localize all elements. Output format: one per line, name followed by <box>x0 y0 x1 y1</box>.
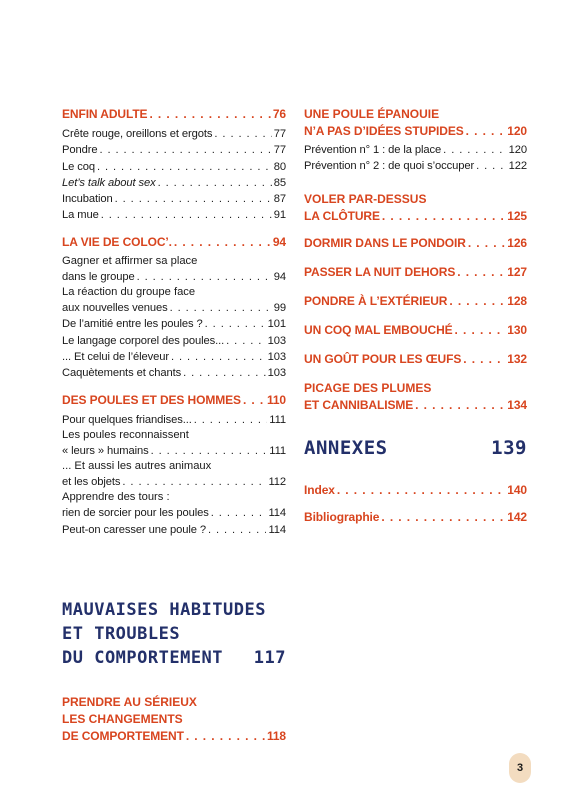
entry-title: Pondre <box>62 144 98 157</box>
entry-title: Bibliographie <box>304 509 380 524</box>
entry-title-line: La réaction du groupe face <box>62 286 196 299</box>
chapter-title-line: DE COMPORTEMENT <box>62 729 184 743</box>
page-number: 91 <box>273 209 286 222</box>
page-number: 87 <box>273 193 286 206</box>
chapter-title: PASSER LA NUIT DEHORS <box>304 264 456 279</box>
page-number: 120 <box>508 144 527 156</box>
toc-entry[interactable] <box>62 316 286 332</box>
page-number: 99 <box>273 302 286 315</box>
toc-entry[interactable] <box>62 490 286 521</box>
toc-chapter-entry[interactable] <box>304 191 527 225</box>
entry-title-line: Les poules reconnaissent <box>62 428 189 441</box>
page-number: 126 <box>507 235 527 250</box>
toc-entry[interactable] <box>62 207 286 223</box>
entry-title: De l’amitié entre les poules ? <box>62 318 203 331</box>
entry-title: Index <box>304 482 335 497</box>
entry-title: La mue <box>62 209 99 222</box>
page-number: 77 <box>273 128 286 140</box>
toc-chapter-entry[interactable] <box>304 264 527 281</box>
page-number: 103 <box>267 367 286 380</box>
part-block-mauvaises-habitudes <box>62 598 286 745</box>
toc-chapter-entry[interactable] <box>304 322 527 339</box>
chapter-title-line: N’A PAS D’IDÉES STUPIDES <box>304 124 464 138</box>
toc-entry[interactable] <box>304 158 527 174</box>
chapter-title: ENFIN ADULTE <box>62 107 148 121</box>
annexes-page-number: 139 <box>491 436 527 459</box>
page-number: 110 <box>266 392 286 407</box>
toc-chapter-entry[interactable] <box>62 106 286 123</box>
toc-entry[interactable] <box>62 142 286 158</box>
part-title-line: DU COMPORTEMENT <box>62 648 224 668</box>
toc-entry[interactable] <box>62 428 286 459</box>
toc-chapter-entry[interactable] <box>62 392 286 409</box>
toc-chapter-entry[interactable] <box>304 351 527 368</box>
chapter-title: DORMIR DANS LE PONDOIR <box>304 235 466 250</box>
toc-entry[interactable] <box>62 254 286 285</box>
page-number: 120 <box>507 124 527 138</box>
toc-chapter-entry[interactable] <box>62 694 286 745</box>
page-number: 118 <box>266 729 286 743</box>
toc-entry[interactable] <box>62 365 286 381</box>
entry-title: Pour quelques friandises... <box>62 413 192 426</box>
toc-entry[interactable] <box>62 285 286 316</box>
page-number-label: 3 <box>516 762 524 774</box>
chapter-title-line: ET CANNIBALISME <box>304 397 414 412</box>
entry-title: aux nouvelles venues <box>62 302 168 315</box>
entry-title: Incubation <box>62 193 113 206</box>
toc-entry[interactable] <box>62 522 286 538</box>
entry-title: rien de sorcier pour les poules <box>62 507 209 520</box>
page-number: 85 <box>273 176 286 189</box>
toc-entry[interactable] <box>62 459 286 490</box>
page-number: 77 <box>273 144 286 157</box>
toc-entry[interactable] <box>304 142 527 158</box>
page-number: 122 <box>508 160 527 173</box>
entry-title: Let’s talk about sex <box>62 176 156 189</box>
chapter-title-line: LES CHANGEMENTS <box>62 712 183 726</box>
part-title-entry[interactable] <box>62 646 286 670</box>
toc-bibliography-entry[interactable] <box>304 509 527 526</box>
entry-title: « leurs » humains <box>62 444 149 457</box>
page-number: 103 <box>267 334 286 347</box>
chapter-title: DES POULES ET DES HOMMES <box>62 392 241 407</box>
toc-chapter-entry[interactable] <box>62 234 286 251</box>
chapter-title: PONDRE À L’EXTÉRIEUR <box>304 293 448 308</box>
page-number-badge <box>509 753 531 783</box>
chapter-title-line: UNE POULE ÉPANOUIE <box>304 107 440 121</box>
page-number: 111 <box>269 444 286 457</box>
toc-section-poule-epanouie <box>304 106 527 175</box>
part-title-line: MAUVAISES HABITUDES <box>62 600 266 620</box>
entry-title: Crête rouge, oreillons et ergots <box>62 128 213 140</box>
chapter-title-line: PICAGE DES PLUMES <box>304 380 432 395</box>
entry-title: ... Et celui de l’éleveur <box>62 350 169 363</box>
toc-chapter-entry[interactable] <box>304 235 527 252</box>
page-number: 111 <box>269 413 286 426</box>
page-number: 127 <box>507 264 527 279</box>
page-number: 134 <box>507 397 527 412</box>
page-number: 130 <box>507 322 527 337</box>
toc-entry[interactable] <box>62 349 286 365</box>
chapter-title-line: VOLER PAR-DESSUS <box>304 191 427 206</box>
annexes-title: ANNEXES <box>304 436 388 459</box>
toc-entry[interactable] <box>62 191 286 207</box>
page-number: 76 <box>272 107 286 121</box>
page-number: 103 <box>267 350 286 363</box>
toc-section-poules-et-hommes <box>62 392 286 538</box>
toc-entry[interactable] <box>62 159 286 175</box>
page-number: 128 <box>507 293 527 308</box>
chapter-title: LA VIE DE COLOC’. <box>62 234 172 249</box>
toc-index-entry[interactable] <box>304 482 527 499</box>
entry-title: et les objets <box>62 476 121 489</box>
toc-entry[interactable] <box>62 175 286 191</box>
chapter-title: UN GOÛT POUR LES ŒUFS <box>304 351 462 366</box>
entry-title: Caquètements et chants <box>62 367 182 380</box>
page-number: 114 <box>268 507 286 520</box>
entry-title: Le langage corporel des poules... <box>62 334 225 347</box>
page-number: 142 <box>507 509 527 524</box>
chapter-title-line: PRENDRE AU SÉRIEUX <box>62 695 197 709</box>
page-number: 80 <box>273 160 286 173</box>
entry-title-line: Apprendre des tours : <box>62 491 170 504</box>
toc-chapter-entry[interactable] <box>304 293 527 310</box>
toc-chapter-entry[interactable] <box>304 380 527 414</box>
toc-chapter-entry[interactable] <box>304 106 527 140</box>
entry-title-line: ... Et aussi les autres animaux <box>62 460 212 473</box>
annexes-entry[interactable] <box>304 436 527 460</box>
page-number: 112 <box>268 476 286 489</box>
page-number: 101 <box>267 318 286 331</box>
part-page-number: 117 <box>253 648 286 668</box>
page-number: 94 <box>273 270 286 283</box>
page-number: 132 <box>507 351 527 366</box>
toc-right-column <box>304 106 527 529</box>
chapter-title: UN COQ MAL EMBOUCHÉ <box>304 322 453 337</box>
entry-title-line: Gagner et affirmer sa place <box>62 254 198 267</box>
entry-title: Prévention n° 1 : de la place <box>304 144 442 156</box>
toc-entry[interactable] <box>62 126 286 142</box>
entry-title: dans le groupe <box>62 270 135 283</box>
toc-entry[interactable] <box>62 333 286 349</box>
part-title-line: ET TROUBLES <box>62 624 181 644</box>
toc-section-vie-de-coloc <box>62 234 286 382</box>
page-number: 140 <box>507 482 527 497</box>
toc-left-column <box>62 106 286 548</box>
toc-section-enfin-adulte <box>62 106 286 224</box>
page-number: 125 <box>507 208 527 223</box>
chapter-title-line: LA CLÔTURE <box>304 208 380 223</box>
toc-entry[interactable] <box>62 412 286 428</box>
page-number: 114 <box>268 523 286 536</box>
entry-title: Prévention n° 2 : de quoi s’occuper <box>304 160 475 173</box>
entry-title: Peut-on caresser une poule ? <box>62 523 206 536</box>
page-number: 94 <box>272 234 286 249</box>
entry-title: Le coq <box>62 160 95 173</box>
